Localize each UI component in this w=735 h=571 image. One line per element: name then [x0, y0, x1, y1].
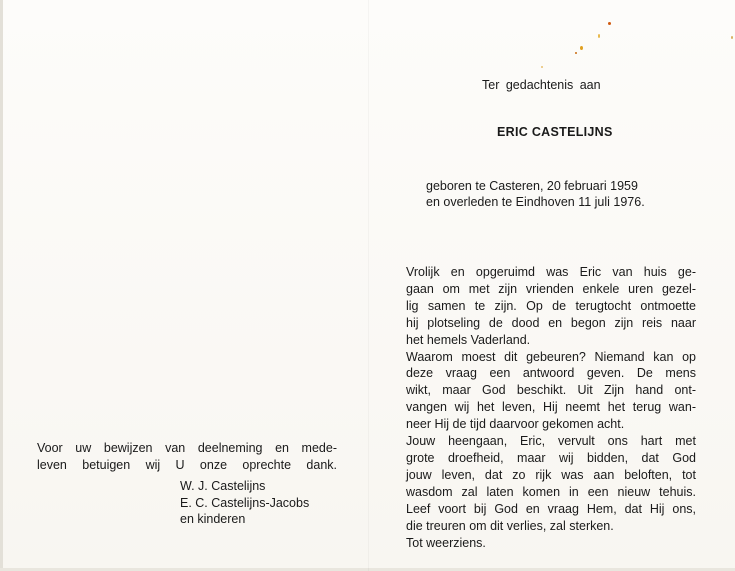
text-line: wasdom zal laten komen in een nieuw tehuis. [406, 484, 696, 499]
birth-death-dates [426, 178, 645, 210]
text-line: Leef voort bij God en vraag Hem, dat Hij ons, [406, 501, 696, 516]
ink-speck [575, 52, 577, 54]
text-line: Tot weerziens. [406, 535, 486, 550]
ink-speck [731, 36, 733, 39]
text-line: het hemels Vaderland. [406, 332, 531, 347]
ink-speck [580, 46, 583, 50]
thanks-line: Voor uw bewijzen van deelneming en mede- [37, 441, 337, 455]
text-line: jouw leven, dat zo rijk was aan beloften, tot [406, 467, 696, 482]
text-line: wikt, maar God beschikt. Uit Zijn hand ont- [406, 383, 696, 398]
card-fold-line [368, 0, 369, 571]
text-line: grote droefheid, maar wij bidden, dat God [406, 450, 696, 465]
thanks-message [37, 440, 337, 474]
signer: W. J. Castelijns [180, 479, 266, 493]
text-line: Vrolijk en opgeruimd was Eric van huis ge- [406, 265, 696, 279]
deceased-name: ERIC CASTELIJNS [497, 125, 613, 139]
text-line: lig samen te zijn. Op de terugtocht ontmoette [406, 298, 696, 313]
signer: E. C. Castelijns-Jacobs [180, 495, 310, 510]
death-line: en overleden te Eindhoven 11 juli 1976. [426, 195, 645, 209]
text-line: vangen wij het leven, Hij neemt het terug wan- [406, 400, 696, 415]
text-line: deze vraag een antwoord geven. De mens [406, 366, 696, 381]
birth-line: geboren te Casteren, 20 februari 1959 [426, 179, 638, 193]
thanks-line: leven betuigen wij U onze oprechte dank. [37, 458, 337, 472]
text-line: hij plotseling de dood en begon zijn reis naar [406, 315, 696, 330]
text-line: neer Hij de tijd daarvoor gekomen acht. [406, 417, 625, 432]
ink-speck [598, 34, 600, 38]
ink-speck [608, 22, 611, 25]
ink-speck [541, 66, 543, 68]
text-line: gaan om met zijn vrienden enkele uren gezel- [406, 281, 696, 296]
card-left-edge [0, 0, 3, 571]
text-line: Jouw heengaan, Eric, vervult ons hart met [406, 434, 696, 449]
signers-list [180, 478, 309, 528]
text-line: die treuren om dit verlies, zal sterken. [406, 518, 614, 533]
memorial-text [406, 264, 696, 551]
signer: en kinderen [180, 512, 246, 526]
memorial-heading: Ter gedachtenis aan [482, 78, 601, 92]
text-line: Waarom moest dit gebeuren? Niemand kan op [406, 349, 696, 364]
